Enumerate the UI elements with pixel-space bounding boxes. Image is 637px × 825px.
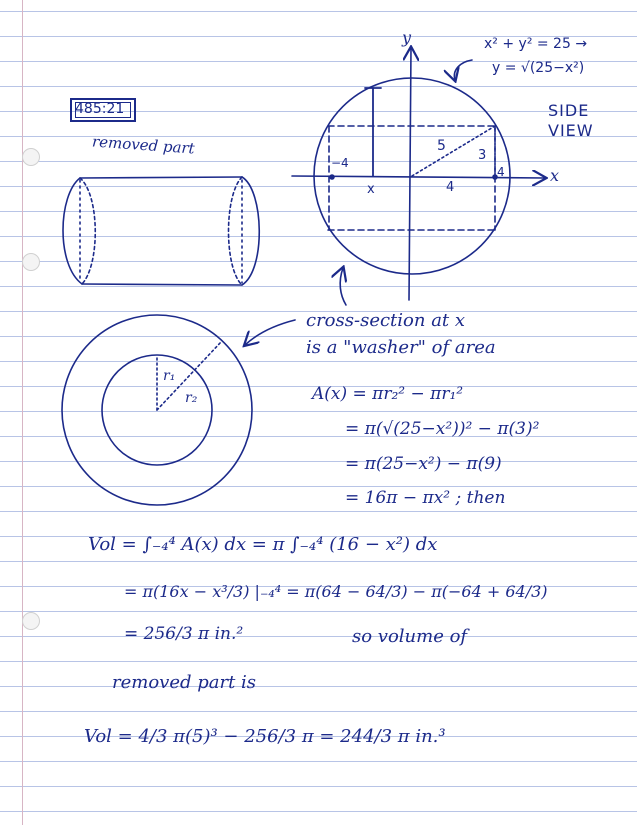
conclusion-2: removed part is [112, 672, 257, 693]
area-step-1: = π(√(25−x²))² − π(3)² [345, 419, 540, 439]
outer-radius-label: r₂ [185, 390, 198, 406]
right-tick-label: 4 [497, 165, 505, 179]
removed-part-caption: removed part [91, 132, 196, 158]
circle-equation: x² + y² = 25 → [484, 36, 588, 52]
left-tick-label: −4 [331, 156, 349, 170]
radius-label: 5 [437, 138, 446, 154]
washer-drawing [62, 315, 252, 505]
conclusion-1: so volume of [352, 626, 468, 647]
problem-label: 485:21 [75, 101, 125, 117]
volume-antiderivative: = π(16x − x³/3) |₋₄⁴ = π(64 − 64/3) − π(−64 + 64/3) [124, 582, 548, 601]
final-volume: Vol = 4/3 π(5)³ − 256/3 π = 244/3 π in.³ [84, 726, 446, 747]
x-axis-label: x [550, 166, 560, 185]
height-label: 3 [478, 148, 487, 163]
y-axis [409, 48, 411, 300]
washer-caption-1: cross-section at x [306, 310, 466, 331]
y-axis-label: y [402, 28, 412, 47]
area-formula: A(x) = πr₂² − πr₁² [312, 384, 464, 404]
volume-integral: Vol = ∫₋₄⁴ A(x) dx = π ∫₋₄⁴ (16 − x²) dx [88, 534, 438, 555]
half-length-label: 4 [446, 180, 455, 195]
volume-result: = 256/3 π in.² [124, 624, 244, 644]
circle-equation-solved: y = √(25−x²) [492, 60, 585, 76]
x-position-marker: x [367, 182, 375, 197]
area-step-3: = 16π − πx² ; then [345, 488, 506, 508]
area-step-2: = π(25−x²) − π(9) [345, 454, 502, 474]
washer-caption-2: is a "washer" of area [306, 337, 496, 358]
cylinder-drawing [63, 177, 259, 285]
side-view-label: SIDE VIEW [548, 101, 594, 140]
inner-radius-label: r₁ [163, 368, 176, 384]
